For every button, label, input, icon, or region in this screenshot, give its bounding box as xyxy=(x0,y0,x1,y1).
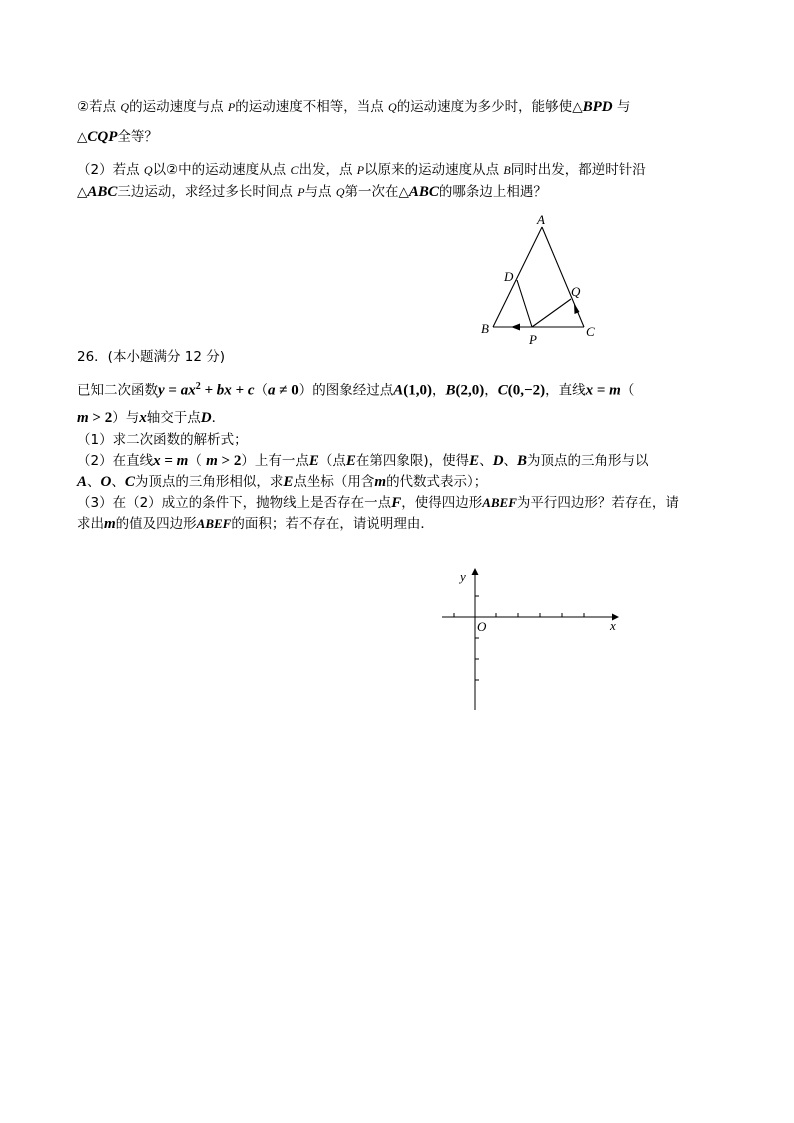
text-run: 同时出发，都逆时针沿 xyxy=(510,162,646,178)
var-q: Q xyxy=(120,100,130,114)
text-run: 点坐标（用含 xyxy=(293,474,375,490)
math-a: a xyxy=(268,382,276,399)
math-x: x xyxy=(153,453,161,469)
text-run: （3）在（2）成立的条件下，抛物线上是否存在一点 xyxy=(77,495,392,511)
triangle-symbol: △ xyxy=(77,184,88,200)
text-run: ． xyxy=(211,410,226,426)
text-run: ，直线 xyxy=(545,382,586,399)
separator: 、 xyxy=(503,453,518,469)
text-run: ）与 xyxy=(112,410,140,426)
math-y: y xyxy=(158,382,165,399)
point-d: D xyxy=(492,453,504,469)
separator: 、 xyxy=(479,453,493,469)
math-ne-zero: ≠ 0 xyxy=(275,382,299,399)
problem26-q1: （1）求二次函数的解析式； xyxy=(77,432,248,448)
point-d: D xyxy=(200,410,212,426)
triangle-symbol: △ xyxy=(398,184,409,200)
triangle-cqp: CQP xyxy=(87,129,118,145)
y-axis-label: y xyxy=(460,569,466,584)
text-run: 与点 xyxy=(304,184,336,200)
separator: ， xyxy=(432,382,446,399)
var-p: P xyxy=(297,185,305,199)
point-a: A xyxy=(393,382,404,399)
point-o: O xyxy=(100,474,112,490)
text-run: 为顶点的三角形与以 xyxy=(527,453,649,469)
math-equals: = xyxy=(164,382,181,399)
separator: 、 xyxy=(111,474,125,490)
separator: ， xyxy=(484,382,498,399)
text-run: ，使得四边形 xyxy=(401,495,483,511)
point-c-coords: (0,−2) xyxy=(507,382,546,399)
text-run: 的运动速度为多少时，能够使 xyxy=(396,99,573,115)
var-q: Q xyxy=(388,100,397,114)
math-m: m xyxy=(176,453,189,469)
text-run: 为平行四边形？若存在，请 xyxy=(516,495,679,511)
math-m: m xyxy=(77,410,89,426)
text-run: 全等？ xyxy=(117,129,158,145)
text-run: ）上有一点 xyxy=(241,453,309,469)
triangle-symbol: △ xyxy=(572,99,583,115)
point-f: F xyxy=(391,495,402,511)
var-c: C xyxy=(290,163,299,177)
text-run: 的面积；若不存在，请说明理由． xyxy=(231,516,434,532)
label-a: A xyxy=(537,212,545,227)
math-m: m xyxy=(104,516,116,532)
math-m: m xyxy=(374,474,387,490)
triangle-symbol: △ xyxy=(77,129,88,145)
text-run: 为顶点的三角形相似，求 xyxy=(134,474,284,490)
separator: 、 xyxy=(87,474,101,490)
text-run: 求出 xyxy=(77,516,104,532)
text-run: 的值及四边形 xyxy=(115,516,197,532)
math-m: m xyxy=(609,382,621,399)
point-c: C xyxy=(124,474,135,490)
label-c: C xyxy=(586,324,595,339)
label-q: Q xyxy=(571,284,581,299)
point-c: C xyxy=(497,382,508,399)
text-run: ）的图象经过点 xyxy=(298,382,394,399)
text-run: （ xyxy=(254,382,268,399)
text-run: 以②中的运动速度从点 xyxy=(152,162,291,178)
var-b: B xyxy=(503,163,511,177)
text-run: 已知二次函数 xyxy=(77,382,158,399)
math-x: x xyxy=(585,382,594,399)
text-run: 与 xyxy=(612,99,631,115)
math-gt-two: > 2 xyxy=(88,410,113,426)
point-b: B xyxy=(517,453,528,469)
problem26-header: 26．(本小题满分 12 分) xyxy=(77,349,225,365)
text-run: ②若点 xyxy=(77,99,121,115)
point-a: A xyxy=(77,474,88,490)
label-b: B xyxy=(481,321,489,336)
text-run: 在第四象限)，使得 xyxy=(355,453,470,469)
text-run: （ xyxy=(188,453,207,469)
point-b: B xyxy=(445,382,456,399)
text-run: 的代数式表示）； xyxy=(386,474,488,490)
text-run: 以原来的运动速度从点 xyxy=(364,162,504,178)
x-axis-label: x xyxy=(610,618,616,633)
math-exponent: 2 xyxy=(195,381,201,392)
point-e: E xyxy=(469,453,480,469)
text-run: 出发，点 xyxy=(298,162,357,178)
y-axis-arrow-icon xyxy=(472,568,479,575)
point-e: E xyxy=(308,453,319,469)
math-equals: = xyxy=(593,382,610,399)
math-gt-two: > 2 xyxy=(217,453,242,469)
point-a-coords: (1,0) xyxy=(403,382,432,399)
point-b-coords: (2,0) xyxy=(455,382,485,399)
text-run: 第一次在 xyxy=(344,184,399,200)
text-run: 的哪条边上相遇？ xyxy=(438,184,547,200)
triangle-bpd: BPD xyxy=(582,99,613,115)
triangle-abc: ABC xyxy=(87,184,118,200)
text-run: 的运动速度不相等，当点 xyxy=(235,99,389,115)
text-run: （2）在直线 xyxy=(77,453,154,469)
quad-abef: ABEF xyxy=(482,495,517,510)
math-x: x xyxy=(139,410,147,426)
math-equals: = xyxy=(160,453,177,469)
label-d: D xyxy=(504,269,514,284)
label-p: P xyxy=(529,332,537,347)
text-run: 三边运动，求经过多长时间点 xyxy=(117,184,298,200)
origin-label: O xyxy=(477,619,487,634)
var-p: P xyxy=(356,163,365,177)
point-e: E xyxy=(345,453,356,469)
text-run: （ xyxy=(620,382,635,399)
point-e: E xyxy=(283,474,294,490)
quad-abef: ABEF xyxy=(196,516,232,531)
text-run: （点 xyxy=(318,453,346,469)
var-p: P xyxy=(227,100,236,114)
var-q: Q xyxy=(143,163,153,177)
math-m: m xyxy=(206,453,218,469)
text-run: 轴交于点 xyxy=(146,410,201,426)
math-bx-c: + bx + c xyxy=(200,382,255,399)
text-run: 的运动速度与点 xyxy=(129,99,228,115)
triangle-abc: ABC xyxy=(408,184,439,200)
math-ax: ax xyxy=(180,382,196,399)
text-run: （2）若点 xyxy=(77,162,144,178)
var-q: Q xyxy=(335,185,345,199)
